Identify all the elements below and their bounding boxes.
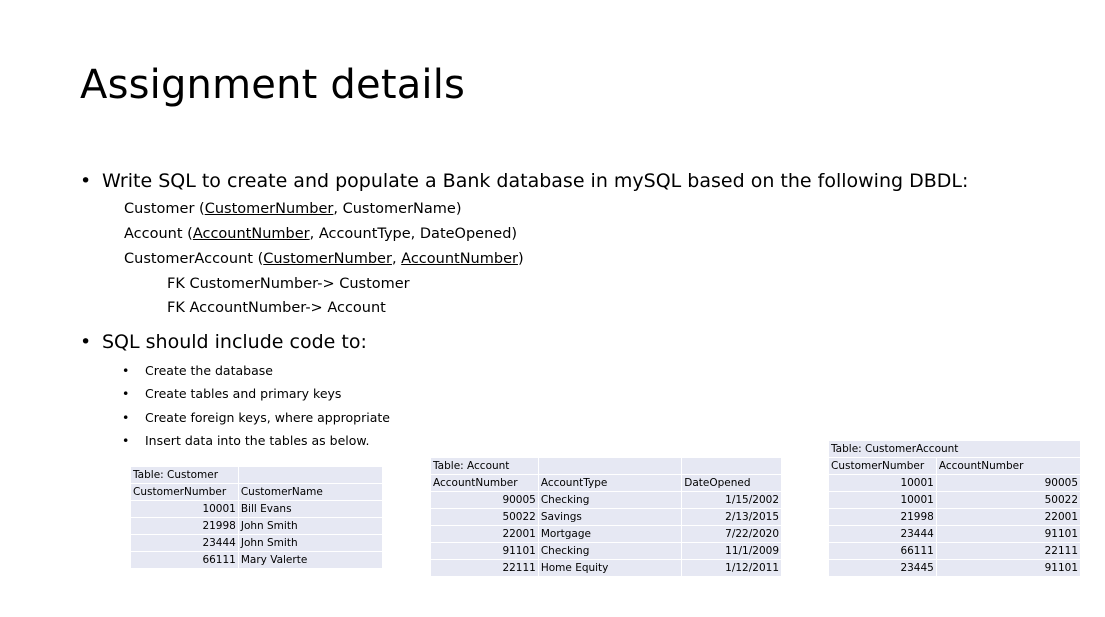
table-cell: 1/15/2002 (682, 492, 782, 509)
dbdl-account: Account (AccountNumber, AccountType, DateOpened) (124, 226, 518, 242)
bullet-icon: • (122, 410, 130, 425)
column-header: CustomerName (238, 484, 382, 501)
column-header: AccountNumber (936, 458, 1080, 475)
table-cell: 50022 (431, 509, 539, 526)
bullet-write-sql (80, 170, 968, 192)
table-caption-row (131, 467, 383, 484)
bullet-icon: • (80, 170, 92, 192)
table-cell: 66111 (131, 552, 239, 569)
table-cell: 10001 (131, 501, 239, 518)
column-header: CustomerNumber (829, 458, 937, 475)
table-cell: 22111 (936, 543, 1080, 560)
table-account (430, 457, 782, 577)
sub-bullet: • Create the database (122, 363, 273, 378)
slide-title: Assignment details (80, 62, 466, 108)
bullet-text: SQL should include code to: (102, 331, 367, 353)
table-cell: 23444 (829, 526, 937, 543)
table-row (431, 509, 782, 526)
table-caption-row (829, 441, 1081, 458)
dbdl-customer: Customer (CustomerNumber, CustomerName) (124, 201, 462, 217)
table-cell: 1/12/2011 (682, 560, 782, 577)
table-caption-row (431, 458, 782, 475)
primary-key: CustomerNumber (204, 201, 334, 217)
table-cell: Checking (538, 492, 681, 509)
table-cell: 91101 (936, 526, 1080, 543)
column-header: AccountNumber (431, 475, 539, 492)
table-header-row (829, 458, 1081, 475)
column-header: CustomerNumber (131, 484, 239, 501)
primary-key: AccountNumber (401, 251, 518, 267)
primary-key: AccountNumber (192, 226, 310, 242)
table-row (829, 526, 1081, 543)
table-cell: 22001 (936, 509, 1080, 526)
table-row (431, 560, 782, 577)
table-row (131, 535, 383, 552)
table-row (829, 560, 1081, 577)
sub-bullet: • Insert data into the tables as below. (122, 433, 370, 448)
bullet-icon: • (80, 331, 92, 353)
table-row (131, 501, 383, 518)
table-cell: 7/22/2020 (682, 526, 782, 543)
table-cell: Mary Valerte (238, 552, 382, 569)
table-cell: Mortgage (538, 526, 681, 543)
table-cell: 21998 (131, 518, 239, 535)
table-caption: Table: Account (431, 458, 539, 475)
table-cell: 91101 (936, 560, 1080, 577)
table-cell: 66111 (829, 543, 937, 560)
column-header: DateOpened (682, 475, 782, 492)
table-cell: 11/1/2009 (682, 543, 782, 560)
sub-bullet: • Create tables and primary keys (122, 386, 342, 401)
bullet-icon: • (122, 433, 130, 448)
table-cell: 22001 (431, 526, 539, 543)
bullet-text: Write SQL to create and populate a Bank database in mySQL based on the following DBDL: (102, 170, 969, 192)
table-row (131, 552, 383, 569)
table-row (829, 543, 1081, 560)
table-cell: 50022 (936, 492, 1080, 509)
table-cell: 23445 (829, 560, 937, 577)
table-cell: 22111 (431, 560, 539, 577)
table-header-row (131, 484, 383, 501)
table-cell: 90005 (936, 475, 1080, 492)
table-caption: Table: Customer (131, 467, 239, 484)
table-row (431, 526, 782, 543)
table-row (829, 475, 1081, 492)
table-cell: Bill Evans (238, 501, 382, 518)
table-cell: 23444 (131, 535, 239, 552)
bullet-sql-include (80, 331, 367, 353)
dbdl-fk-customer: FK CustomerNumber-> Customer (167, 276, 410, 292)
table-cell: Checking (538, 543, 681, 560)
column-header: AccountType (538, 475, 681, 492)
table-row (829, 492, 1081, 509)
table-row (431, 543, 782, 560)
table-cell: 90005 (431, 492, 539, 509)
table-caption: Table: CustomerAccount (829, 441, 1081, 458)
table-cell: John Smith (238, 518, 382, 535)
table-row (431, 492, 782, 509)
table-cell: 91101 (431, 543, 539, 560)
table-cell: Home Equity (538, 560, 681, 577)
table-row (829, 509, 1081, 526)
table-header-row (431, 475, 782, 492)
table-customer (130, 466, 383, 569)
table-cell: 21998 (829, 509, 937, 526)
table-cell: 2/13/2015 (682, 509, 782, 526)
sub-bullet: • Create foreign keys, where appropriate (122, 410, 390, 425)
table-cell: 10001 (829, 475, 937, 492)
table-row (131, 518, 383, 535)
dbdl-fk-account: FK AccountNumber-> Account (167, 300, 386, 316)
table-cell: Savings (538, 509, 681, 526)
dbdl-customer-account: CustomerAccount (CustomerNumber, AccountNumber) (124, 251, 524, 267)
table-cell: John Smith (238, 535, 382, 552)
primary-key: CustomerNumber (263, 251, 392, 267)
bullet-icon: • (122, 386, 130, 401)
table-cell: 10001 (829, 492, 937, 509)
table-customer-account (828, 440, 1081, 577)
bullet-icon: • (122, 363, 130, 378)
